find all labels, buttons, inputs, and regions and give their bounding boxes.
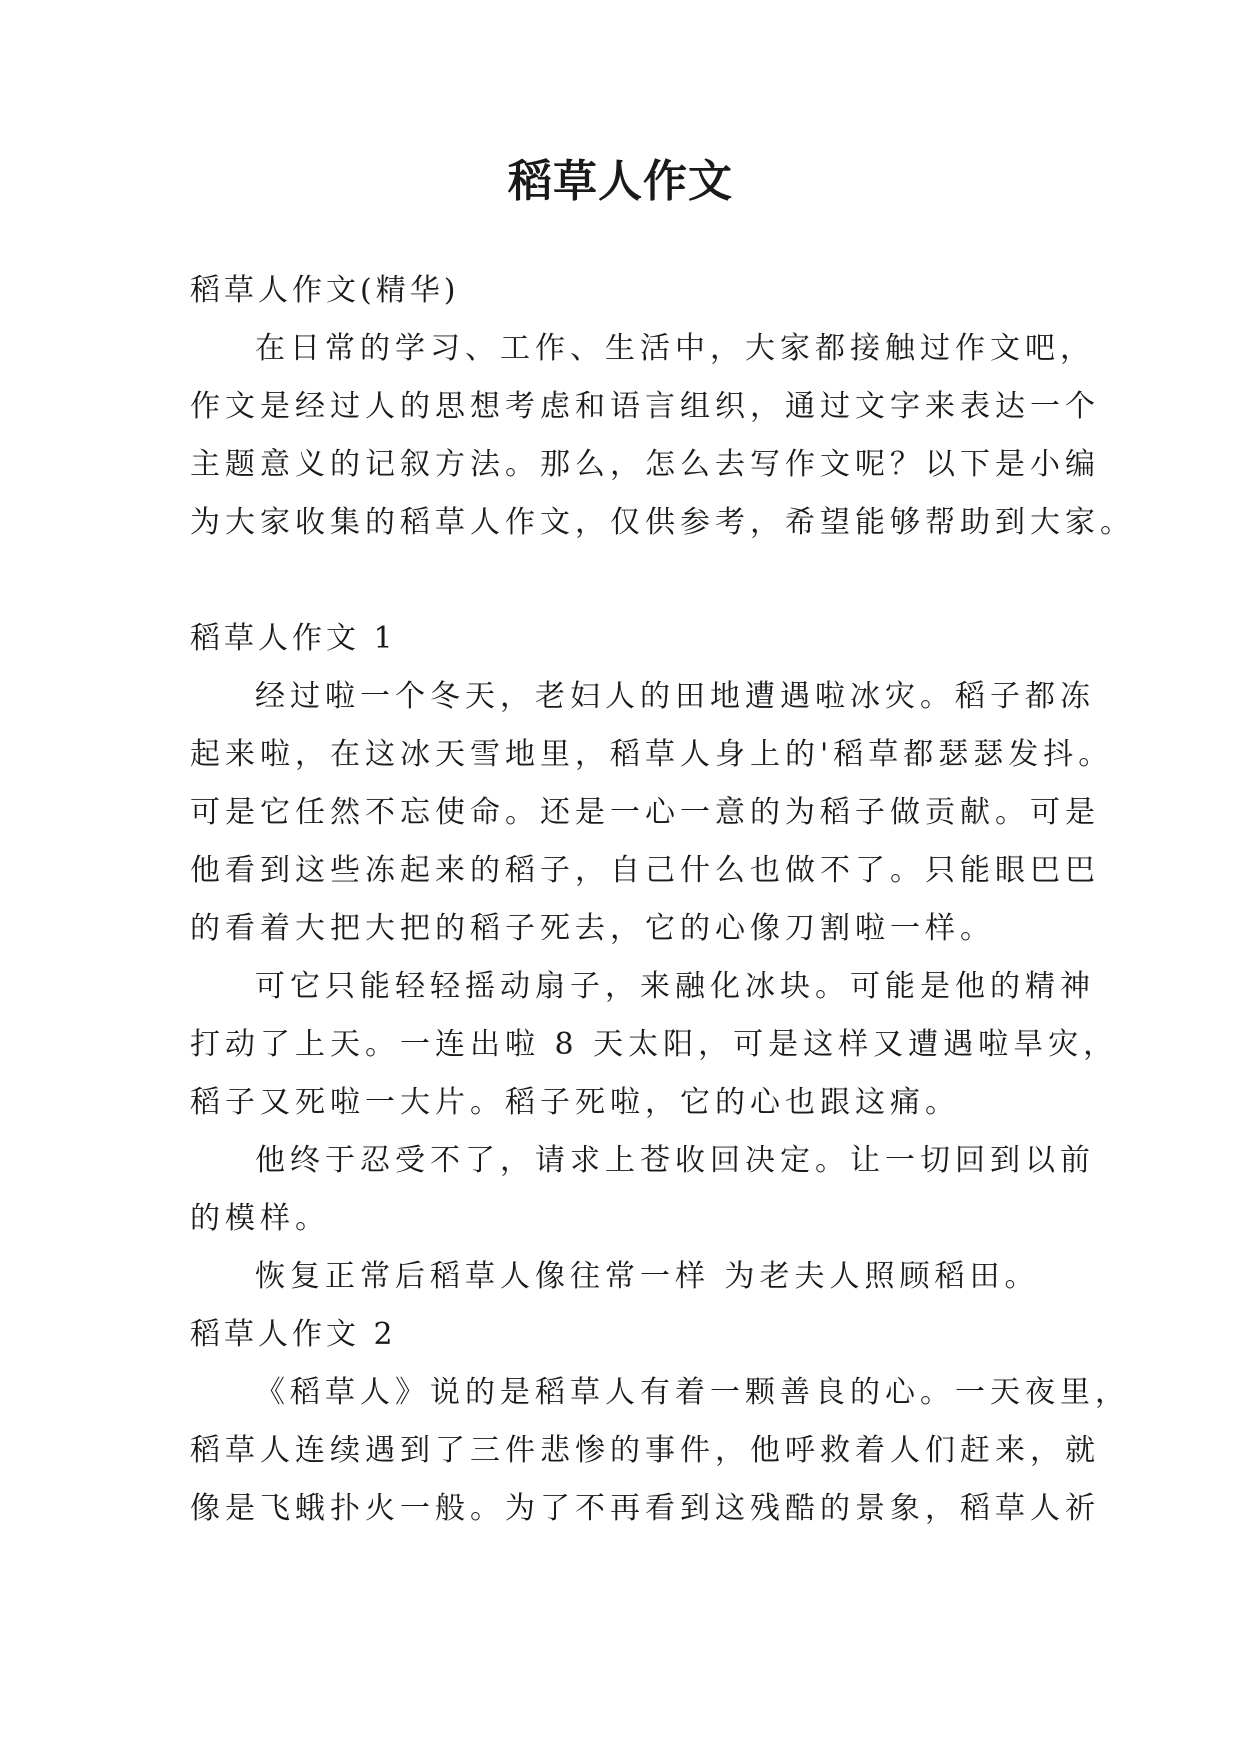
- essay-1-paragraph-2: [190, 958, 1119, 1132]
- document-body: [190, 262, 1135, 1538]
- text-line: 他看到这些冻起来的稻子，自己什么也做不了。只能眼巴巴: [190, 853, 1100, 888]
- text-line: 稻子又死啦一大片。稻子死啦，它的心也跟这痛。: [190, 1085, 960, 1120]
- intro-paragraph: [190, 320, 1135, 552]
- text-line: 稻草人连续遇到了三件悲惨的事件，他呼救着人们赶来，就: [190, 1433, 1100, 1468]
- text-line: 的模样。: [190, 1201, 330, 1236]
- text-line: 的看着大把大把的稻子死去，它的心像刀割啦一样。: [190, 911, 995, 946]
- essay-1-paragraph-4: [190, 1248, 1070, 1306]
- text-line: 可是它任然不忘使命。还是一心一意的为稻子做贡献。可是: [190, 795, 1100, 830]
- text-line: 恢复正常后稻草人像往常一样 为老夫人照顾稻田。: [255, 1259, 1040, 1294]
- heading-text: 稻草人作文 2: [190, 1317, 397, 1352]
- text-line: 为大家收集的稻草人作文，仅供参考，希望能够帮助到大家。: [190, 505, 1135, 540]
- text-line: 主题意义的记叙方法。那么，怎么去写作文呢？以下是小编: [190, 447, 1100, 482]
- section-spacer: [190, 552, 1070, 610]
- text-line: 经过啦一个冬天，老妇人的田地遭遇啦冰灾。稻子都冻: [255, 679, 1095, 714]
- essay-1-heading: [190, 610, 1070, 668]
- text-line: 像是飞蛾扑火一般。为了不再看到这残酷的景象，稻草人祈: [190, 1491, 1100, 1526]
- subtitle: [190, 262, 1070, 320]
- essay-2-paragraph-1: [190, 1364, 1130, 1538]
- essay-1-paragraph-3: [190, 1132, 1095, 1248]
- essay-1-paragraph-1: [190, 668, 1114, 958]
- text-line: 起来啦，在这冰天雪地里，稻草人身上的'稻草都瑟瑟发抖。: [190, 737, 1114, 772]
- text-line: 作文是经过人的思想考虑和语言组织，通过文字来表达一个: [190, 389, 1100, 424]
- subtitle-text: 稻草人作文(精华): [190, 273, 460, 308]
- text-line: 打动了上天。一连出啦 8 天太阳，可是这样又遭遇啦旱灾，: [190, 1027, 1119, 1062]
- essay-2-heading: [190, 1306, 1070, 1364]
- document-title: 稻草人作文: [508, 156, 733, 207]
- text-line: 他终于忍受不了，请求上苍收回决定。让一切回到以前: [255, 1143, 1095, 1178]
- text-line: 在日常的学习、工作、生活中，大家都接触过作文吧，: [255, 331, 1095, 366]
- heading-text: 稻草人作文 1: [190, 621, 397, 656]
- text-line: 《稻草人》说的是稻草人有着一颗善良的心。一天夜里，: [255, 1375, 1130, 1410]
- text-line: 可它只能轻轻摇动扇子，来融化冰块。可能是他的精神: [255, 969, 1095, 1004]
